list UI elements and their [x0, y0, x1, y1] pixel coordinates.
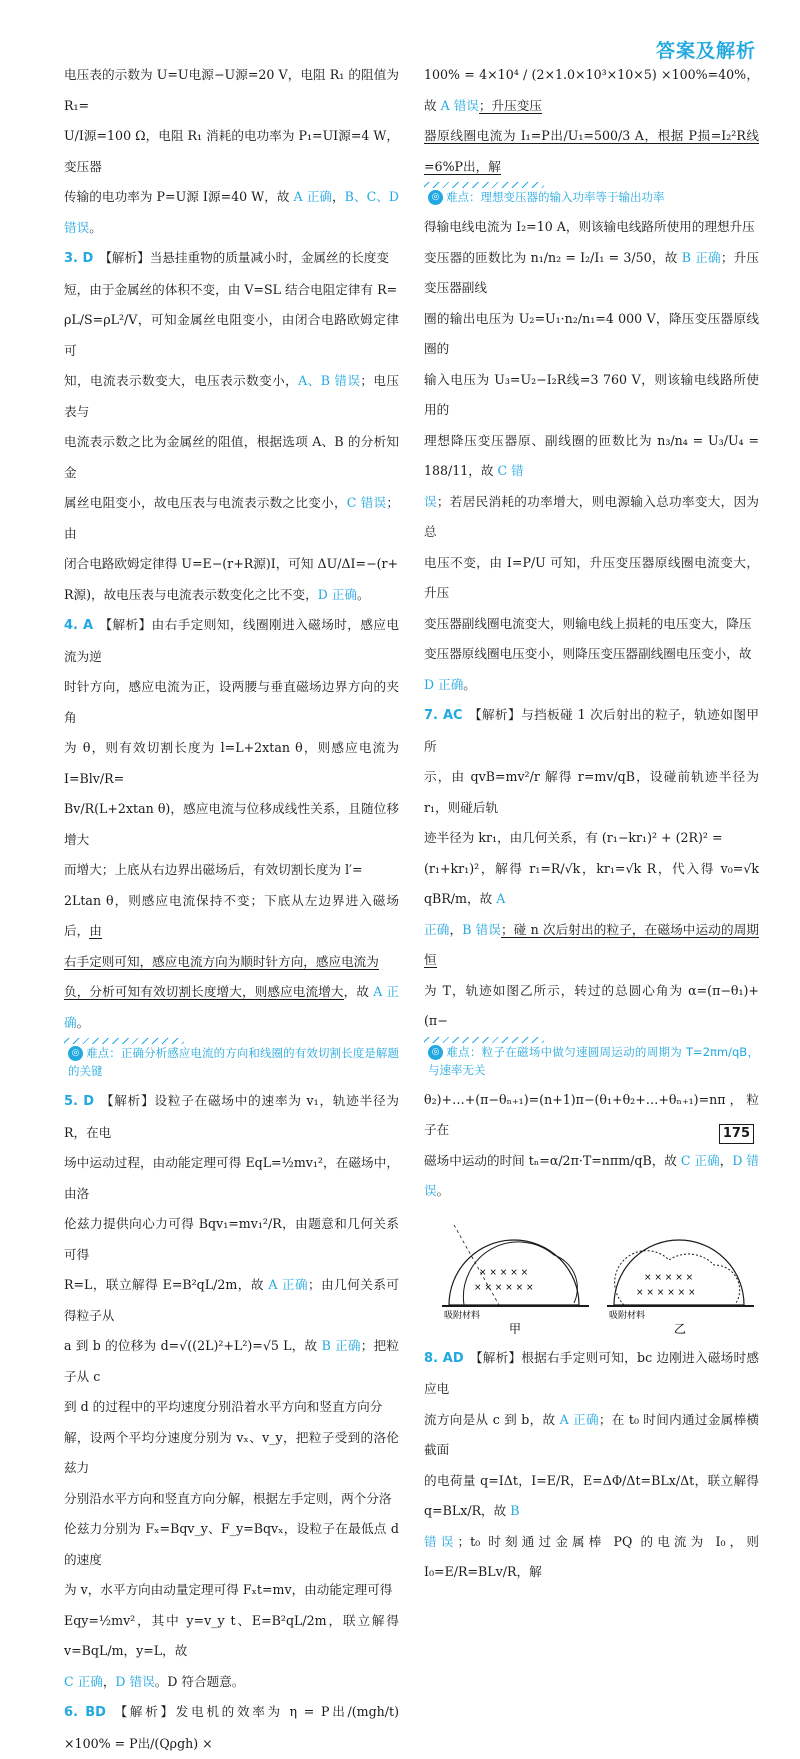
- question-7: [424, 700, 759, 762]
- answer-highlight: D 错误: [115, 1673, 155, 1689]
- question-label: 5. D: [64, 1094, 95, 1109]
- text-span: ，: [449, 921, 463, 937]
- text-line: [424, 1146, 759, 1207]
- text-span: 【解析】与挡板碰 1 次后射出的粒子，轨迹如图甲所: [424, 707, 759, 754]
- key-point-icon: ◎: [68, 1046, 83, 1061]
- text-span: 2Ltan θ，则感应电流保持不变；下底从左边界进入磁场后，: [64, 892, 399, 938]
- text-span: a 到 b 的位移为 d=√((2L)²+L²)=√5 L，故: [64, 1338, 322, 1353]
- answer-highlight: A 正确: [64, 984, 399, 1030]
- text-line: 场中运动过程，由动能定理可得 EqL=½mv₁²，在磁场中，由洛: [64, 1155, 399, 1201]
- text-line: 圈的输出电压为 U₂=U₁·n₂/n₁=4 000 V，降压变压器原线圈的: [424, 310, 759, 356]
- text-line: [424, 1527, 759, 1588]
- question-label: 8. AD: [424, 1350, 464, 1366]
- text-line: [64, 1270, 399, 1331]
- tip-text: 难点：理想变压器的输入功率等于输出功率: [446, 190, 665, 204]
- answer-highlight: 错误: [424, 1533, 458, 1549]
- text-line: [64, 488, 399, 549]
- text-span: ；若居民消耗的功率增大，则电源输入总功率变大，因为总: [424, 493, 760, 539]
- answer-highlight: A 错误: [440, 97, 479, 113]
- key-point-icon: ◎: [428, 190, 443, 205]
- radius-line: [454, 1225, 499, 1305]
- figure-b: [607, 1240, 754, 1335]
- text-line: 分别沿水平方向和竖直方向分解，根据左手定则，两个分洛: [64, 1490, 392, 1506]
- text-span: 理想降压变压器原、副线圈的匝数比为 n₃/n₄ = U₃/U₄ = 188/11，故: [424, 432, 759, 478]
- underlined-text: ；升压变压: [478, 97, 542, 113]
- figure-caption: 乙: [674, 1321, 687, 1335]
- text-line: 伦兹力分别为 Fₓ=Bqv_y、F_y=Bqvₓ，设粒子在最低点 d 的速度: [64, 1521, 399, 1567]
- text-line: [424, 915, 759, 976]
- question-6: [64, 1697, 399, 1759]
- answer-highlight: B、C、D 错误: [64, 189, 400, 235]
- text-line: 电压表的示数为 U=U电源−U源=20 V，电阻 R₁ 的阻值为 R₁=: [64, 67, 399, 113]
- text-span: ；t₀ 时刻通过金属棒 PQ 的电流为 I₀，则 I₀=E/R=BLv/R，解: [424, 1533, 760, 1579]
- field-marks: × × × × ×: [479, 1267, 529, 1278]
- text-line: [64, 366, 399, 427]
- text-span: 。: [463, 676, 476, 692]
- right-column: [424, 60, 759, 1588]
- figure-a: [442, 1225, 589, 1335]
- text-span: ，: [719, 1152, 733, 1168]
- text-line: Eqy=½mv²，其中 y=v_y t、E=B²qL/2m，联立解得 v=BqL/m，y=L，故: [64, 1612, 399, 1658]
- text-line: 变压器副线圈电流变大，则输电线上损耗的电压变大，降压: [424, 615, 752, 631]
- text-span: ；由几何关系可得粒子从: [64, 1277, 399, 1323]
- tip-text: 难点：粒子在磁场中做匀速圆周运动的周期为 T=2πm/qB，与速率无关: [428, 1044, 759, 1077]
- text-span: 【解析】设粒子在磁场中的速率为 v₁，轨迹半径为 R，在电: [64, 1093, 399, 1140]
- underlined-text: 由: [89, 923, 102, 938]
- text-span: ；由: [64, 495, 399, 541]
- text-span: 的电荷量 q=IΔt，I=E/R，E=ΔΦ/Δt=BLx/Δt，联立解得 q=BLx/R，故: [424, 1472, 759, 1518]
- text-line: 为 θ，则有效切割长度为 l=L+2xtan θ，则感应电流为 I=Blv/R=: [64, 740, 399, 786]
- text-span: 知，电流表示数变大，电压表示数变小，: [64, 373, 299, 388]
- text-line: [424, 854, 759, 915]
- answer-highlight: C 错误: [346, 495, 387, 510]
- text-span: 。: [89, 219, 102, 235]
- text-line: 时针方向，感应电流为正，设两腰与垂直磁场边界方向的夹角: [64, 679, 399, 725]
- text-line: 伦兹力提供向心力可得 Bqv₁=mv₁²/R，由题意和几何关系可得: [64, 1216, 399, 1262]
- trajectory-diagram: [424, 1215, 759, 1335]
- text-span: 【解析】发电机的效率为 η = P出/(mgh/t) ×100% = P出/(Qρgh) ×: [64, 1704, 399, 1751]
- answer-highlight: C 错: [497, 463, 524, 478]
- underlined-text: ；碰 n 次后射出的粒子，在磁场中运动的周期恒: [424, 921, 760, 967]
- text-span: ；在 t₀ 时间内通过金属棒横截面: [424, 1411, 759, 1457]
- text-line: 变压器原线圈电压变小，则降压变压器副线圈电压变小，故: [424, 646, 752, 661]
- text-span: 变压器的匝数比为 n₁/n₂ = I₂/I₁ = 3/50，故: [424, 249, 682, 265]
- text-span: 。: [356, 586, 370, 602]
- answer-highlight: B 正确: [321, 1338, 361, 1353]
- question-3: [64, 243, 399, 275]
- text-line: U/I源=100 Ω，电阻 R₁ 消耗的电功率为 P₁=UI源=4 W，变压器: [64, 128, 399, 174]
- text-span: ，: [102, 1673, 116, 1689]
- text-line: [424, 487, 759, 548]
- text-line: [64, 977, 399, 1038]
- key-point-icon: ◎: [428, 1045, 443, 1060]
- text-line: 解，设两个平均分速度分别为 vₓ、v_y，把粒子受到的洛伦兹力: [64, 1429, 399, 1475]
- question-8: [424, 1343, 759, 1405]
- question-label: 7. AC: [424, 708, 463, 723]
- text-line: [424, 243, 759, 304]
- answer-highlight: B 错误: [462, 921, 502, 937]
- answer-highlight: 正确: [424, 921, 450, 937]
- text-line: [64, 947, 399, 978]
- answer-highlight: B 正确: [681, 249, 721, 265]
- text-line: 得输电线电流为 I₂=10 A，则该输电线路所使用的理想升压: [424, 219, 755, 234]
- underlined-text: 右手定则可知，感应电流方向为顺时针方向，感应电流为: [64, 953, 379, 969]
- question-5: [64, 1086, 399, 1148]
- text-line: [424, 1405, 759, 1466]
- field-marks: × × × × × ×: [474, 1282, 534, 1293]
- section-header: 答案及解析: [655, 40, 756, 62]
- text-span: R=L，联立解得 E=B²qL/2m，故: [64, 1277, 269, 1292]
- text-line: [64, 182, 399, 243]
- page-number: 175: [719, 1124, 754, 1144]
- field-marks: × × × × ×: [644, 1272, 694, 1283]
- text-span: 传输的电功率为 P=U源 I源=40 W，故: [64, 189, 294, 204]
- figure-caption: 甲: [509, 1321, 522, 1335]
- text-line: 为 T，轨迹如图乙所示，转过的总圆心角为 α=(π−θ₁)+(π−: [424, 982, 759, 1028]
- text-line: 闭合电路欧姆定律得 U=E−(r+R源)I，可知 ΔU/ΔI=−(r+: [64, 556, 399, 571]
- text-line: 输入电压为 U₃=U₂−I₂R线=3 760 V，则该输电线路所使用的: [424, 371, 759, 417]
- text-span: 。: [76, 1014, 90, 1030]
- tip-text: 难点：正确分析感应电流的方向和线圈的有效切割长度是解题的关键: [68, 1046, 399, 1078]
- text-line: 而增大；上底从右边界出磁场后，有效切割长度为 l′=: [64, 862, 363, 877]
- question-4: [64, 610, 399, 672]
- text-span: 流方向是从 c 到 b，故: [424, 1411, 560, 1427]
- underlined-text: 负，分析可知有效切割长度增大，则感应电流增大: [64, 984, 344, 999]
- text-span: 100% = 4×10⁴ / (2×1.0×10³×10×5) ×100%=40%，故: [424, 67, 759, 113]
- text-span: 【解析】当悬挂重物的质量减小时，金属丝的长度变: [99, 250, 389, 265]
- answer-highlight: A: [496, 891, 506, 906]
- text-line: [64, 1331, 399, 1392]
- answer-highlight: D 正确: [317, 586, 357, 602]
- text-span: 。D 符合题意。: [154, 1673, 245, 1689]
- question-label: 3. D: [64, 251, 94, 266]
- answer-highlight: A、B 错误: [298, 373, 361, 388]
- text-line: [424, 426, 759, 487]
- text-span: (r₁+kr₁)²，解得 r₁=R/√k，kr₁=√k R，代入得 v₀=√k qBR/m，故: [424, 860, 759, 906]
- figure-label: 吸附材料: [609, 1310, 646, 1321]
- text-line: 电流表示数之比为金属丝的阻值，根据选项 A、B 的分析知金: [64, 434, 399, 480]
- answer-highlight: 误: [424, 493, 437, 509]
- text-line: [424, 1466, 759, 1527]
- text-span: ，故: [343, 984, 374, 999]
- answer-highlight: A 正确: [268, 1277, 309, 1292]
- figure-label: 吸附材料: [444, 1310, 481, 1321]
- answer-highlight: A 正确: [293, 189, 332, 204]
- text-span: 属丝电阻变小，故电压表与电流表示数之比变小，: [64, 495, 347, 510]
- text-span: ；电压表与: [64, 373, 400, 419]
- question-label: 4. A: [64, 618, 94, 633]
- text-line: ρL/S=ρL²/V，可知金属丝电阻变小，由闭合电路欧姆定律可: [64, 312, 399, 358]
- text-span: R源)，故电压表与电流表示数变化之比不变，: [64, 586, 318, 602]
- text-span: 。: [436, 1183, 450, 1198]
- text-line: 示，由 qvB=mv²/r 解得 r=mv/qB，设碰前轨迹半径为 r₁，则碰后轨: [424, 769, 759, 815]
- answer-highlight: C 正确: [64, 1673, 103, 1689]
- answer-highlight: C 正确: [680, 1152, 720, 1168]
- text-line: 为 v，水平方向由动量定理可得 Fₓt=mv，由动能定理可得: [64, 1582, 393, 1597]
- answer-highlight: D 错误: [424, 1152, 760, 1198]
- text-line: Bv/R(L+2xtan θ)，感应电流与位移成线性关系，且随位移增大: [64, 801, 399, 847]
- text-line: θ₂)+…+(π−θₙ₊₁)=(n+1)π−(θ₁+θ₂+…+θₙ₊₁)=nπ，粒子在: [424, 1091, 759, 1137]
- text-span: 【解析】由右手定则知，线圈刚进入磁场时，感应电流为逆: [64, 617, 400, 664]
- text-line: [424, 121, 759, 182]
- text-line: [64, 1667, 399, 1698]
- tip-note: [64, 1044, 399, 1080]
- text-line: [64, 886, 399, 947]
- text-line: [424, 60, 759, 121]
- text-span: ，: [331, 189, 345, 204]
- left-column: [64, 60, 399, 1759]
- text-span: 【解析】根据右手定则可知，bc 边刚进入磁场时感应电: [424, 1349, 759, 1396]
- text-line: [64, 580, 399, 611]
- text-span: ；把粒子从 c: [64, 1338, 399, 1384]
- tip-note: [424, 1043, 759, 1079]
- answer-highlight: A 正确: [559, 1411, 599, 1427]
- text-line: 短，由于金属丝的体积不变，由 V=SL 结合电阻定律有 R=: [64, 281, 398, 297]
- trajectory-figures: [424, 1215, 759, 1335]
- field-marks: × × × × × ×: [636, 1287, 696, 1298]
- answer-highlight: D 正确: [424, 676, 464, 692]
- question-label: 6. BD: [64, 1705, 106, 1720]
- text-span: 磁场中运动的时间 tₙ=α/2π·T=nπm/qB，故: [424, 1152, 681, 1168]
- text-span: ；升压变压器副线: [424, 249, 760, 295]
- underlined-text: 器原线圈电流为 I₁=P出/U₁=500/3 A，根据 P损=I₂²R线=6%P出，解: [424, 128, 759, 174]
- tip-note: [424, 188, 759, 206]
- answer-highlight: B: [510, 1503, 520, 1518]
- text-line: [424, 670, 759, 701]
- text-line: 电压不变，由 I=P/U 可知，升压变压器原线圈电流变大，升压: [424, 554, 759, 600]
- text-line: 迹半径为 kr₁，由几何关系，有 (r₁−kr₁)² + (2R)² =: [424, 830, 723, 845]
- text-line: 到 d 的过程中的平均速度分别沿着水平方向和竖直方向分: [64, 1399, 383, 1414]
